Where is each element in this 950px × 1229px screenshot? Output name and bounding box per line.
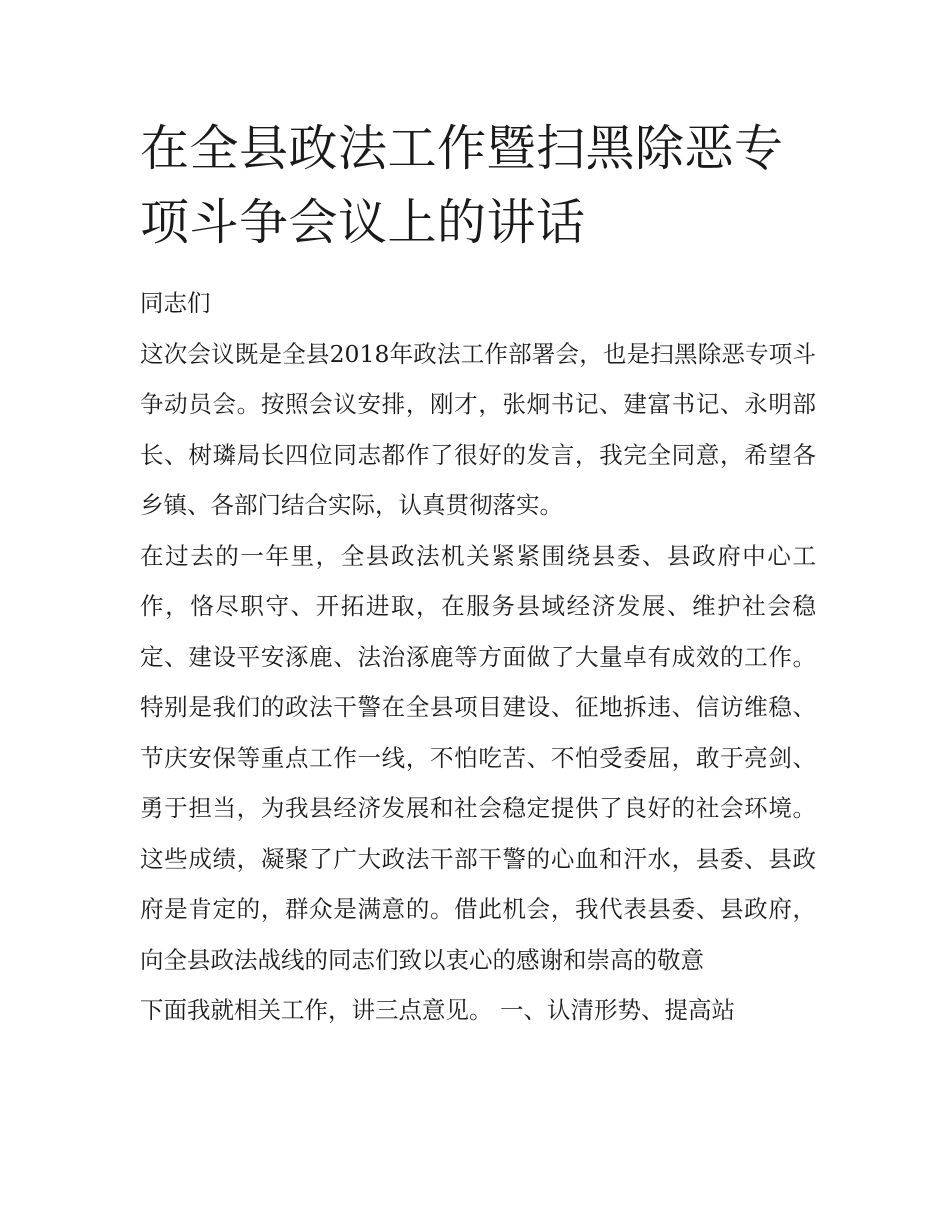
paragraph-review: 在过去的一年里，全县政法机关紧紧围绕县委、县政府中心工作，恪尽职守、开拓进取，在服务县域经济发展、维护社会稳定、建设平安涿鹿、法治涿鹿等方面做了大量卓有成效的工作。特别是我们的政法干警在全县项目建设、征地拆违、信访维稳、节庆安保等重点工作一线，不怕吃苦、不怕受委屈，敢于亮剑、勇于担当，为我县经济发展和社会稳定提供了良好的社会环境。这些成绩，凝聚了广大政法干部干警的心血和汗水，县委、县政府是肯定的，群众是满意的。借此机会，我代表县委、县政府，向全县政法战线的同志们致以衷心的感谢和崇高的敬意 <box>140 541 816 974</box>
greeting-line: 同志们 <box>140 289 211 317</box>
paragraph-outline: 下面我就相关工作，讲三点意见。 一、认清形势、提高站 <box>140 996 735 1024</box>
document-body <box>140 112 816 1036</box>
paragraph-opening: 这次会议既是全县2018年政法工作部署会，也是扫黑除恶专项斗争动员会。按照会议安排，刚才，张炯书记、建富书记、永明部长、树璘局长四位同志都作了很好的发言，我完全同意，希望各乡镇、各部门结合实际，认真贯彻落实。 <box>140 339 816 519</box>
document-title: 在全县政法工作暨扫黑除恶专项斗争会议上的讲话 <box>140 120 784 251</box>
